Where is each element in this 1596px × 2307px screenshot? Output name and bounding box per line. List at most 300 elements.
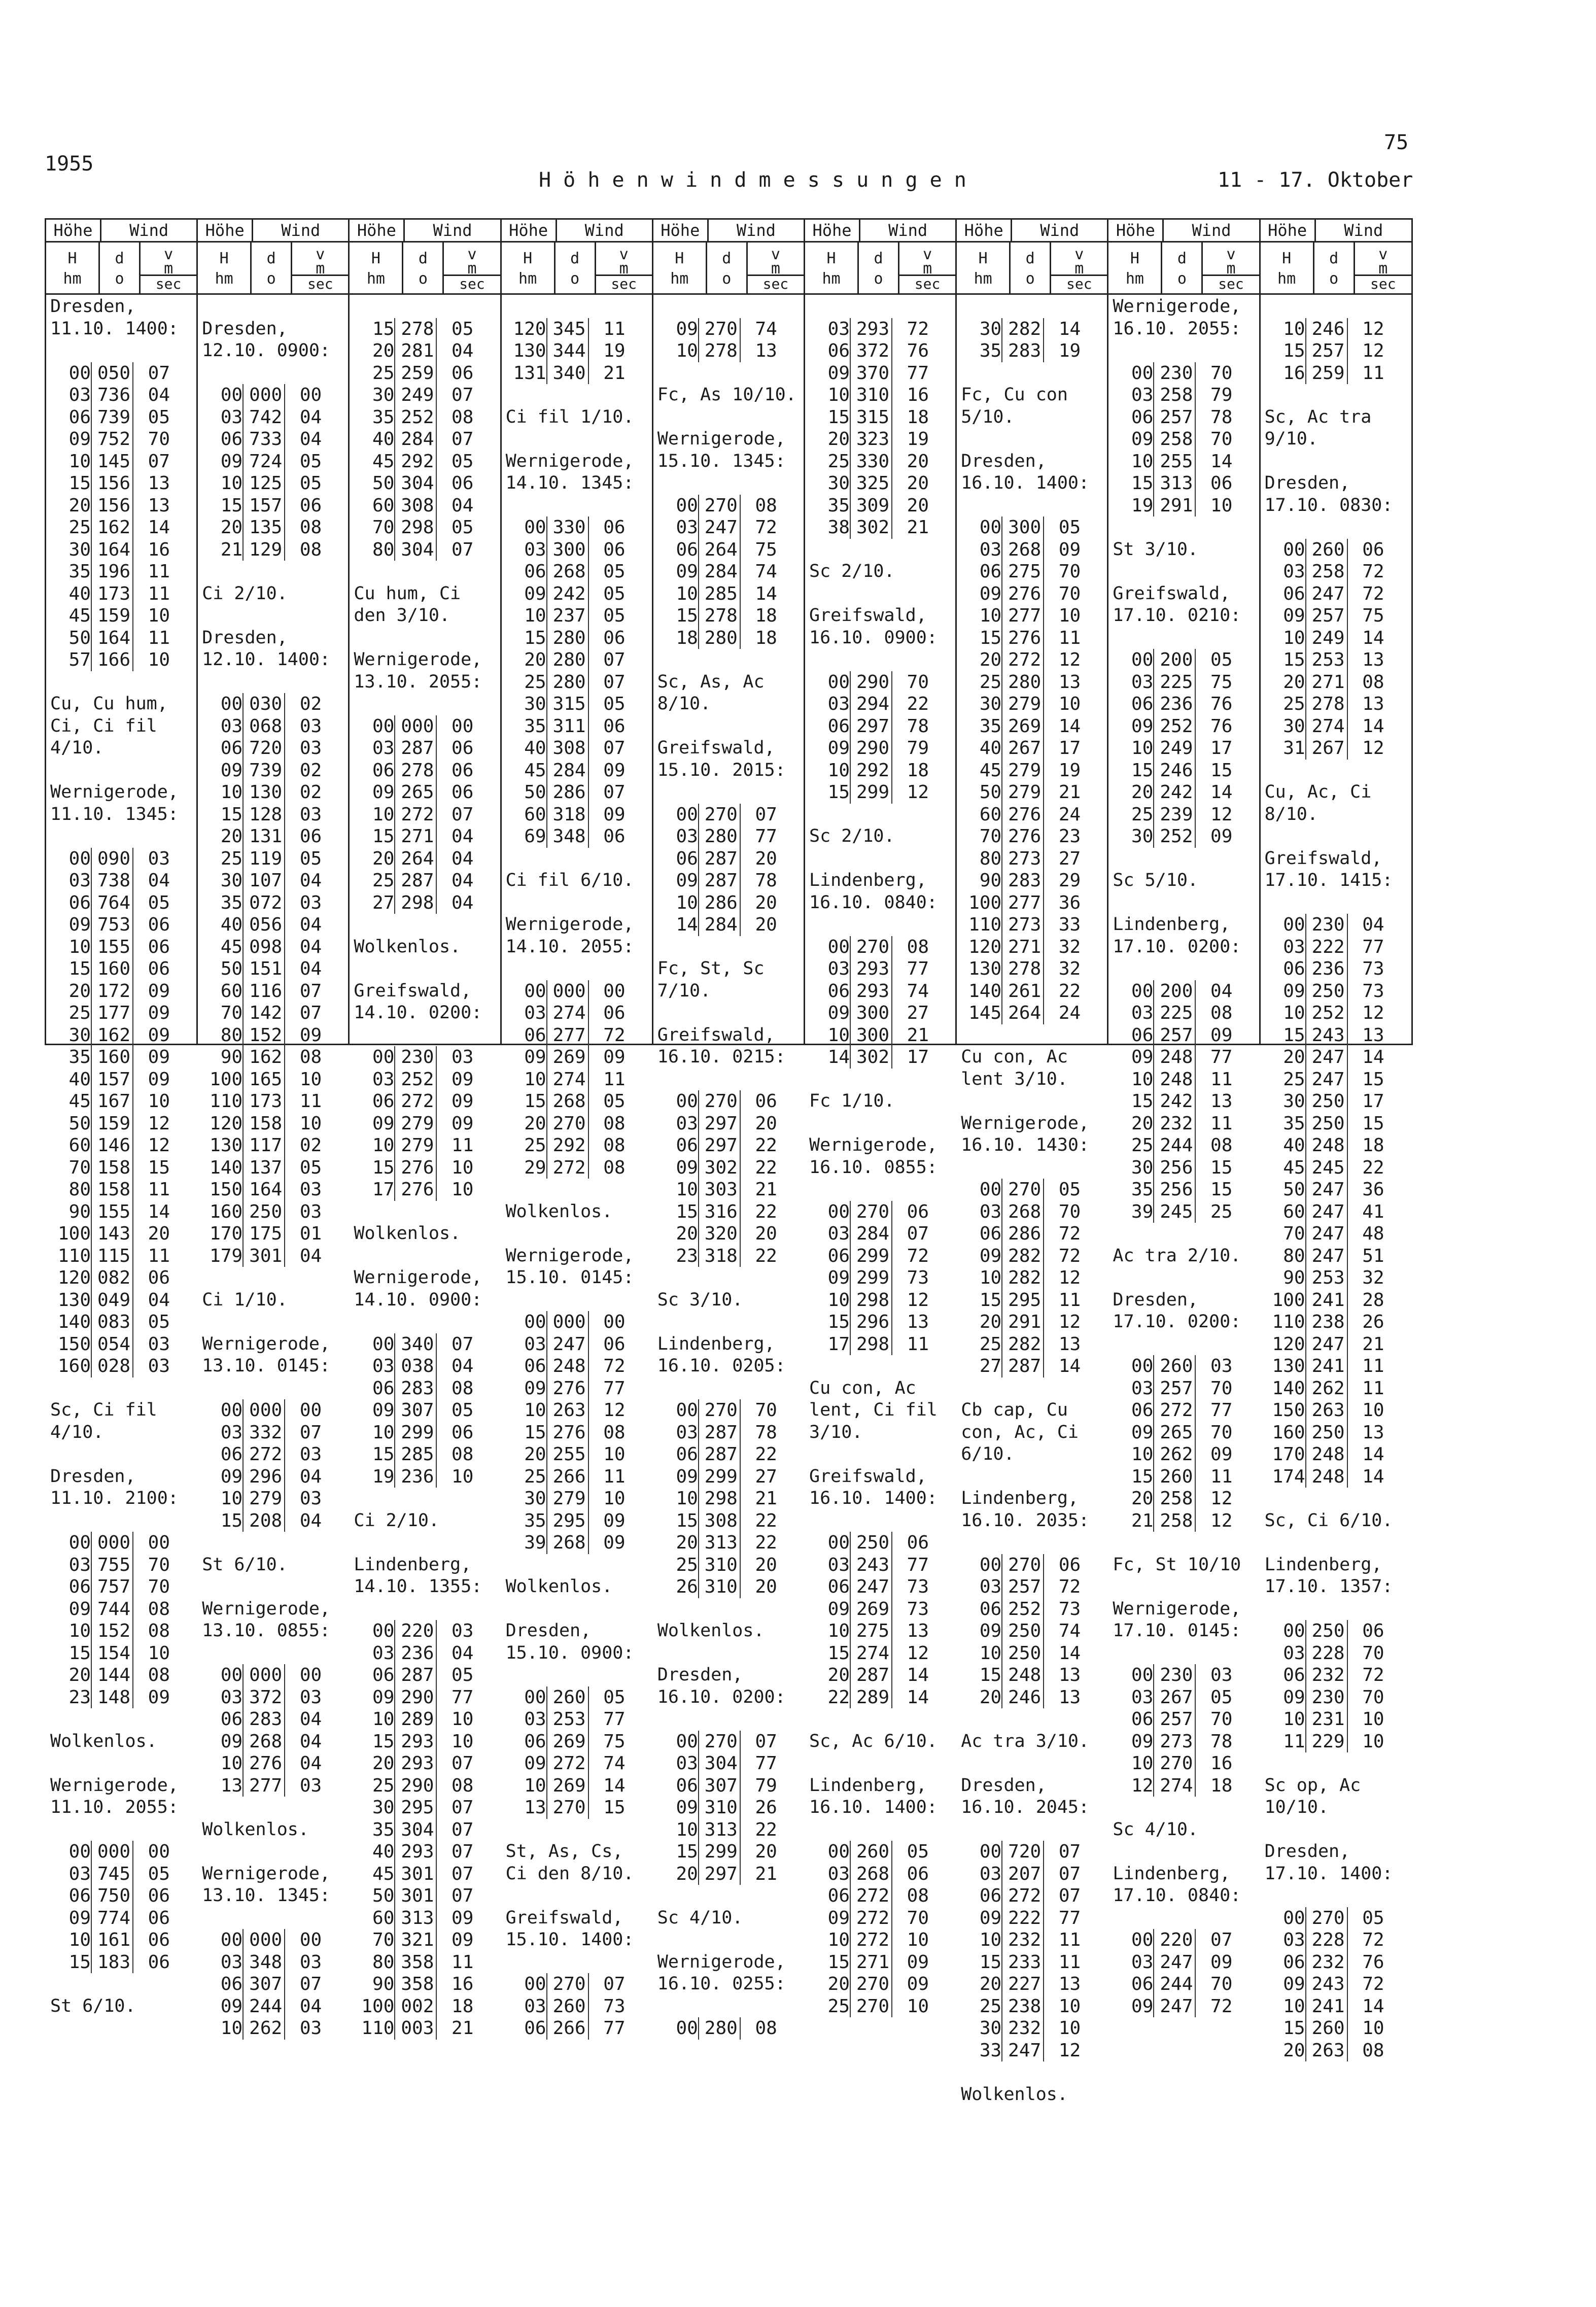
height-value: 15 <box>676 1201 698 1222</box>
spacer <box>957 1466 1107 1488</box>
speed-value: 19 <box>1043 760 1084 782</box>
table-row <box>46 649 196 671</box>
height-value: 10 <box>1283 1995 1305 2017</box>
direction-value: 258 <box>1305 561 1347 583</box>
table-row <box>1261 1466 1411 1488</box>
height-value: 06 <box>68 892 91 913</box>
height-value: 03 <box>1283 1930 1305 1950</box>
direction-value: 294 <box>850 693 891 715</box>
height-value: 06 <box>68 1576 91 1597</box>
speed-value: 24 <box>1043 804 1084 826</box>
table-row <box>1108 384 1259 406</box>
height-value: 20 <box>1283 1047 1305 1068</box>
table-row <box>957 1929 1107 1951</box>
spacer <box>805 583 955 605</box>
height-value: 03 <box>220 406 243 428</box>
direction-value: 183 <box>91 1951 132 1974</box>
spacer <box>957 428 1107 451</box>
station-label: Greifswald, <box>1264 848 1382 869</box>
table-row <box>502 1113 652 1135</box>
speed-value: 13 <box>1347 1024 1387 1047</box>
table-row <box>198 936 348 958</box>
direction-value: 270 <box>546 1113 588 1135</box>
speed-value: 18 <box>436 1995 476 2018</box>
spacer <box>1261 1532 1411 1554</box>
direction-value: 299 <box>698 1466 740 1488</box>
speed-value: 13 <box>1043 671 1084 694</box>
hoehe-label: Höhe <box>198 220 253 241</box>
table-row <box>1108 1378 1259 1400</box>
spacer <box>805 1510 955 1532</box>
direction-value: 242 <box>1153 1090 1195 1113</box>
height-value: 09 <box>68 429 91 450</box>
direction-value: 263 <box>1305 2040 1347 2062</box>
speed-value: 06 <box>436 781 476 804</box>
table-row <box>957 1841 1107 1863</box>
direction-value: 162 <box>91 1024 132 1047</box>
speed-value: 10 <box>436 1708 476 1731</box>
speed-value: 14 <box>891 1686 932 1709</box>
direction-value: 230 <box>394 1046 436 1069</box>
table-row <box>653 1488 804 1510</box>
speed-value: 06 <box>132 1951 173 1974</box>
table-row <box>805 340 955 362</box>
table-row <box>198 1113 348 1135</box>
direction-value: 137 <box>242 1157 284 1179</box>
speed-value: 05 <box>132 892 173 914</box>
height-value: 10 <box>827 760 850 781</box>
station-label: Wernigerode, <box>354 649 482 670</box>
speed-value: 09 <box>1195 1951 1235 1974</box>
speed-value: 06 <box>588 825 629 848</box>
h-label: H <box>1282 250 1292 267</box>
height-value: 10 <box>827 385 850 405</box>
height-value: 35 <box>1283 1113 1305 1134</box>
direction-value: 250 <box>1305 1113 1347 1135</box>
table-row <box>1108 1422 1259 1444</box>
station-label: Ci fil 6/10. <box>505 870 634 890</box>
direction-value: 265 <box>394 781 436 804</box>
station-label: 17.10. 0200: <box>1113 1312 1241 1332</box>
wind-label: Wind <box>584 221 624 240</box>
table-row <box>198 1422 348 1444</box>
station-label: Cu con, Ac <box>809 1378 916 1398</box>
direction-value: 259 <box>1305 362 1347 385</box>
speed-value: 06 <box>1043 1554 1084 1576</box>
sec-label: sec <box>141 274 196 293</box>
station-label: Ci 1/10. <box>202 1289 288 1310</box>
table-row <box>350 1664 500 1686</box>
station-column-5 <box>653 220 805 2039</box>
direction-value: 286 <box>698 892 740 914</box>
direction-value: 230 <box>1305 914 1347 936</box>
speed-value: 05 <box>436 1399 476 1422</box>
speed-value: 70 <box>1043 583 1084 605</box>
page-number: 75 <box>1384 131 1409 154</box>
table-row <box>805 781 955 804</box>
speed-unit-cell <box>748 243 804 293</box>
table-row <box>805 1642 955 1665</box>
direction-value: 000 <box>242 1399 284 1422</box>
table-row <box>46 1686 196 1709</box>
height-value: 60 <box>524 804 546 825</box>
direction-value: 330 <box>546 517 588 539</box>
speed-value: 07 <box>436 539 476 561</box>
direction-value: 280 <box>546 649 588 671</box>
speed-value: 13 <box>132 472 173 495</box>
height-value: 10 <box>524 1069 546 1090</box>
table-row <box>198 892 348 914</box>
spacer <box>502 1598 652 1621</box>
direction-value: 287 <box>394 870 436 892</box>
speed-value: 72 <box>1347 1929 1387 1951</box>
direction-value: 287 <box>1001 1355 1043 1378</box>
height-value: 50 <box>524 782 546 803</box>
table-row <box>502 649 652 671</box>
table-row <box>805 693 955 715</box>
table-row <box>957 1885 1107 1907</box>
station-label: Wolkenlos. <box>961 2084 1068 2105</box>
speed-value: 78 <box>740 870 780 892</box>
spacer <box>198 1311 348 1333</box>
direction-value: 225 <box>1153 671 1195 694</box>
height-value: 00 <box>1131 649 1154 670</box>
table-row <box>46 1134 196 1157</box>
table-row <box>350 495 500 517</box>
direction-value: 200 <box>1153 649 1195 671</box>
spacer <box>502 1223 652 1245</box>
height-value: 80 <box>979 848 1002 869</box>
height-value: 110 <box>968 914 1002 935</box>
speed-value: 04 <box>284 936 325 958</box>
speed-value: 10 <box>132 1642 173 1665</box>
speed-value: 04 <box>284 1995 325 2018</box>
spacer <box>350 1201 500 1223</box>
table-row <box>653 605 804 627</box>
direction-value: 260 <box>546 1995 588 2018</box>
speed-value: 07 <box>588 737 629 760</box>
station-label: 13.10. 2055: <box>354 671 482 692</box>
height-value: 09 <box>827 1003 850 1023</box>
table-row <box>653 870 804 892</box>
speed-value: 08 <box>284 517 325 539</box>
direction-value: 372 <box>242 1686 284 1709</box>
height-value: 20 <box>68 980 91 1002</box>
height-value: 15 <box>68 1642 91 1664</box>
spacer <box>805 848 955 870</box>
direction-value: 245 <box>1305 1157 1347 1179</box>
height-value: 03 <box>1131 1003 1154 1023</box>
table-row <box>502 1731 652 1753</box>
speed-value: 74 <box>740 561 780 583</box>
direction-value: 250 <box>1001 1620 1043 1642</box>
spacer <box>653 406 804 429</box>
direction-value: 755 <box>91 1554 132 1576</box>
speed-value: 21 <box>891 517 932 539</box>
table-row <box>502 627 652 649</box>
table-row <box>653 1399 804 1422</box>
speed-value: 70 <box>1347 1686 1387 1709</box>
speed-value: 14 <box>1043 1642 1084 1665</box>
direction-value: 298 <box>850 1289 891 1312</box>
station-label: Greifswald, <box>657 1024 775 1045</box>
height-value: 20 <box>68 1665 91 1685</box>
direction-value: 260 <box>850 1841 891 1863</box>
station-label: Lindenberg, <box>354 1554 472 1575</box>
table-row <box>805 1333 955 1356</box>
direction-value: 257 <box>1153 1024 1195 1047</box>
spacer <box>653 1267 804 1289</box>
table-row <box>805 1223 955 1245</box>
height-value: 09 <box>676 1157 698 1178</box>
table-row <box>1261 1289 1411 1312</box>
table-row <box>957 671 1107 694</box>
direction-value: 247 <box>1305 1223 1347 1245</box>
station-label: 15.10. 1345: <box>657 451 786 471</box>
height-value: 10 <box>220 2018 243 2039</box>
table-row <box>502 1775 652 1797</box>
header-row-top <box>46 220 196 243</box>
table-row <box>198 781 348 804</box>
table-row <box>805 958 955 980</box>
spacer <box>502 495 652 517</box>
table-row <box>653 318 804 340</box>
direction-value: 286 <box>1001 1223 1043 1245</box>
height-value: 15 <box>1283 340 1305 361</box>
spacer <box>653 1929 804 1951</box>
speed-value: 77 <box>1195 1046 1235 1069</box>
table-row <box>198 848 348 870</box>
speed-value: 21 <box>891 1024 932 1047</box>
height-value: 30 <box>979 318 1002 339</box>
speed-value: 08 <box>588 1113 629 1135</box>
spacer <box>502 1289 652 1312</box>
speed-value: 76 <box>891 340 932 362</box>
table-row <box>350 539 500 561</box>
station-label: Wernigerode, <box>657 1951 786 1972</box>
station-label: Wernigerode, <box>202 1863 331 1884</box>
height-value: 170 <box>1272 1444 1305 1465</box>
speed-value: 13 <box>1347 649 1387 671</box>
speed-value: 05 <box>588 1090 629 1113</box>
speed-value: 15 <box>1195 1157 1235 1179</box>
table-row <box>653 825 804 848</box>
speed-value: 77 <box>740 1752 780 1775</box>
direction-value: 302 <box>850 517 891 539</box>
height-value: 20 <box>1283 2040 1305 2061</box>
speed-value: 10 <box>132 605 173 627</box>
date-range: 11 - 17. Oktober <box>1218 168 1413 192</box>
direction-value: 255 <box>1153 451 1195 473</box>
direction-value: 273 <box>1001 848 1043 870</box>
direction-value: 278 <box>1001 958 1043 980</box>
height-value: 15 <box>827 406 850 428</box>
height-value: 09 <box>220 1731 243 1752</box>
direction-value: 268 <box>850 1863 891 1885</box>
direction-value: 287 <box>698 1422 740 1444</box>
table-row <box>957 1907 1107 1930</box>
height-value: 20 <box>676 1223 698 1244</box>
height-value: 14 <box>827 1047 850 1068</box>
direction-value: 252 <box>394 406 436 429</box>
table-row <box>46 1532 196 1554</box>
direction-value: 297 <box>698 1113 740 1135</box>
height-value: 21 <box>1131 1510 1154 1531</box>
table-row <box>1261 1113 1411 1135</box>
table-row <box>957 781 1107 804</box>
table-row <box>350 781 500 804</box>
header-row-top <box>1108 220 1259 243</box>
table-row <box>198 1443 348 1466</box>
column-body <box>805 296 955 2017</box>
page-title: H ö h e n w i n d m e s s u n g e n <box>539 168 966 192</box>
table-row <box>1108 472 1259 495</box>
direction-value: 270 <box>546 1973 588 1995</box>
table-row <box>653 1201 804 1223</box>
speed-value: 06 <box>588 517 629 539</box>
speed-value: 04 <box>284 1708 325 1731</box>
table-row <box>350 715 500 738</box>
direction-value: 082 <box>91 1267 132 1289</box>
direction-value: 268 <box>546 1532 588 1554</box>
speed-value: 27 <box>1043 848 1084 870</box>
table-row <box>46 1355 196 1378</box>
speed-value: 02 <box>284 693 325 715</box>
height-value: 15 <box>676 605 698 626</box>
table-row <box>502 693 652 715</box>
table-row <box>1108 1951 1259 1974</box>
speed-value: 03 <box>436 1620 476 1642</box>
table-row <box>1108 1002 1259 1024</box>
height-value: 40 <box>524 738 546 759</box>
direction-value: 264 <box>698 539 740 561</box>
table-row <box>46 1863 196 1885</box>
wind-label: Wind <box>736 221 776 240</box>
direction-value: 283 <box>242 1708 284 1731</box>
direction-value: 315 <box>850 406 891 429</box>
table-row <box>502 2017 652 2040</box>
speed-value: 03 <box>284 1201 325 1223</box>
height-value: 90 <box>220 1047 243 1068</box>
sec-label: sec <box>748 274 804 293</box>
station-column-3 <box>350 220 501 2039</box>
speed-value: 04 <box>436 1355 476 1378</box>
table-row <box>805 1620 955 1642</box>
table-row <box>957 1973 1107 1995</box>
speed-value: 70 <box>740 1399 780 1422</box>
speed-value: 20 <box>891 451 932 473</box>
direction-value: 243 <box>1305 1024 1347 1047</box>
direction-value: 282 <box>1001 318 1043 340</box>
table-row <box>957 1686 1107 1709</box>
height-value: 03 <box>827 318 850 339</box>
spacer <box>957 1752 1107 1775</box>
speed-value: 04 <box>284 406 325 429</box>
speed-value: 13 <box>891 1311 932 1333</box>
spacer <box>350 914 500 936</box>
height-value: 09 <box>827 738 850 759</box>
height-value: 60 <box>220 980 243 1002</box>
table-row <box>350 804 500 826</box>
speed-value: 06 <box>588 627 629 649</box>
table-row <box>1108 1510 1259 1532</box>
table-row <box>1261 936 1411 958</box>
table-row <box>653 1179 804 1201</box>
speed-value: 14 <box>1347 1995 1387 2018</box>
table-row <box>1108 1399 1259 1422</box>
direction-value: 300 <box>850 1024 891 1047</box>
table-row <box>653 804 804 826</box>
speed-value: 08 <box>132 1598 173 1621</box>
direction-value: 304 <box>394 539 436 561</box>
table-row <box>46 1929 196 1951</box>
speed-value: 11 <box>132 1179 173 1201</box>
table-row <box>350 737 500 760</box>
direction-value: 049 <box>91 1289 132 1312</box>
station-label: Cu, Cu hum, <box>50 694 168 714</box>
direction-value: 116 <box>242 980 284 1003</box>
height-value: 06 <box>827 715 850 737</box>
direction-value: 247 <box>546 1333 588 1356</box>
height-value: 57 <box>68 649 91 670</box>
speed-value: 10 <box>1043 1995 1084 2018</box>
station-label: Ci den 8/10. <box>505 1863 634 1884</box>
height-value: 10 <box>676 583 698 604</box>
table-row <box>957 1267 1107 1289</box>
table-row <box>350 1642 500 1665</box>
direction-value: 348 <box>242 1951 284 1974</box>
table-row <box>46 914 196 936</box>
speed-value: 10 <box>891 1929 932 1951</box>
direction-value: 156 <box>91 472 132 495</box>
direction-value: 257 <box>1153 1378 1195 1400</box>
table-row <box>46 848 196 870</box>
height-value: 30 <box>1131 826 1154 847</box>
height-value: 50 <box>979 782 1002 803</box>
speed-value: 20 <box>740 1223 780 1245</box>
height-value: 40 <box>372 429 395 450</box>
table-row <box>957 517 1107 539</box>
height-value: 40 <box>1283 1135 1305 1156</box>
speed-value: 36 <box>1043 892 1084 914</box>
speed-value: 07 <box>1043 1885 1084 1907</box>
table-row <box>198 825 348 848</box>
height-value: 70 <box>220 1003 243 1023</box>
station-label: 11.10. 1400: <box>50 318 179 339</box>
station-label: Sc 3/10. <box>657 1289 743 1310</box>
direction-value: 302 <box>850 1046 891 1069</box>
table-row <box>1108 1973 1259 1995</box>
direction-value: 278 <box>698 340 740 362</box>
direction-value: 000 <box>242 1929 284 1951</box>
speed-value: 09 <box>588 760 629 782</box>
table-row <box>805 1951 955 1974</box>
speed-value: 09 <box>588 1532 629 1554</box>
spacer <box>805 804 955 826</box>
station-label: 16.10. 0855: <box>809 1157 938 1178</box>
speed-value: 17 <box>1347 1090 1387 1113</box>
height-value: 35 <box>372 1819 395 1840</box>
direction-value: 280 <box>698 2017 740 2040</box>
speed-value: 29 <box>1043 870 1084 892</box>
table-row <box>350 318 500 340</box>
height-value: 03 <box>979 1201 1002 1222</box>
station-label: 8/10. <box>1264 804 1318 824</box>
speed-value: 04 <box>436 870 476 892</box>
height-value: 15 <box>220 1510 243 1531</box>
height-value: 09 <box>1283 605 1305 626</box>
speed-value: 70 <box>132 1576 173 1598</box>
